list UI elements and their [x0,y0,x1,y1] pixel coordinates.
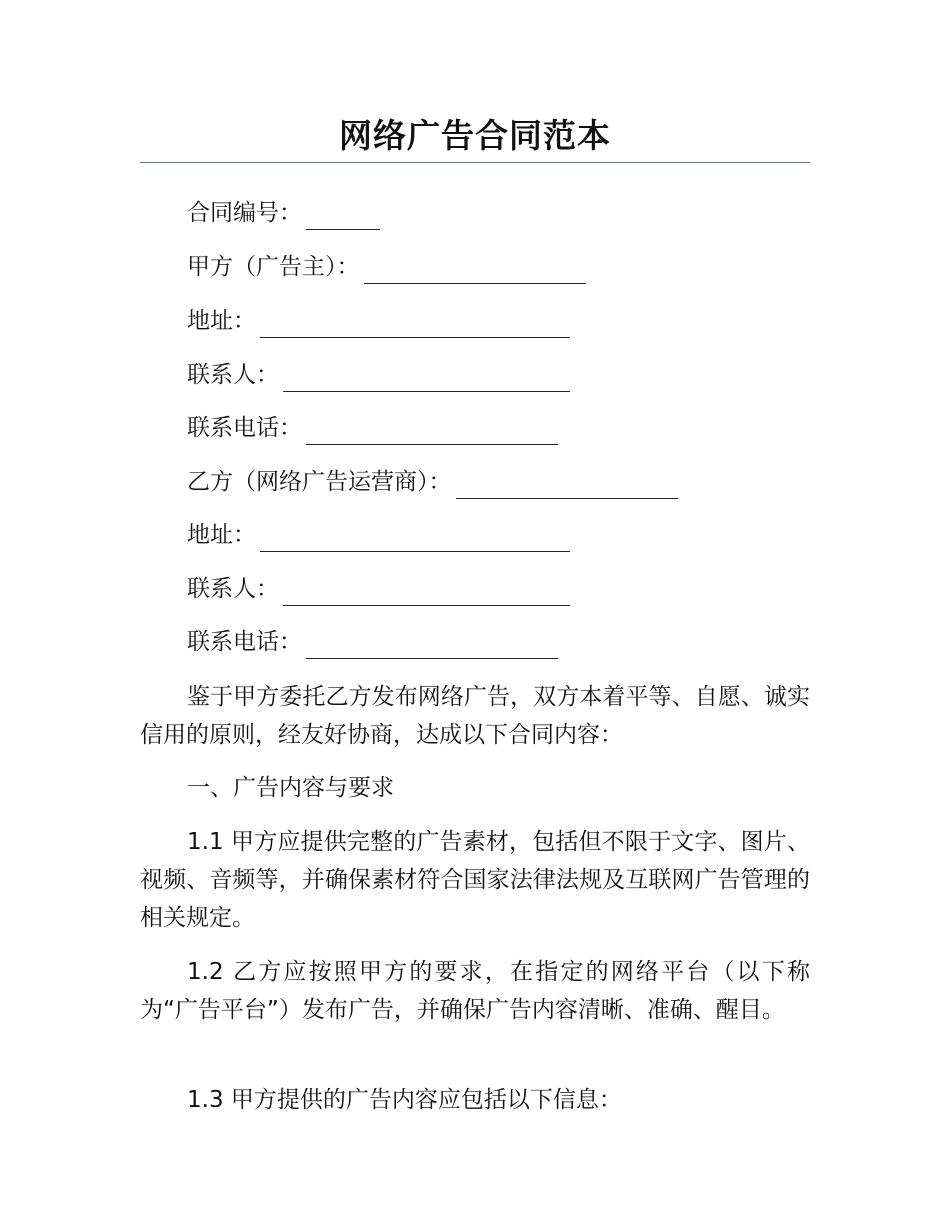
party-a-contact-field [187,358,570,392]
clause-1-3: 1.3 甲方提供的广告内容应包括以下信息： [187,1087,622,1113]
contract-number-field [187,196,380,230]
party-b-address-field [187,518,570,552]
fill-blank[interactable] [456,474,678,499]
party-a-phone-field [187,411,558,445]
fill-blank[interactable] [306,634,558,659]
party-a-address-field [187,304,570,338]
field-label: 联系电话： [187,415,302,441]
field-label: 合同编号： [187,200,302,226]
field-label: 甲方（广告主）： [187,254,360,280]
fill-blank[interactable] [260,313,570,338]
field-label: 地址： [187,522,256,548]
party-b-field [187,465,678,499]
fill-blank[interactable] [283,581,570,606]
fill-blank[interactable] [283,367,570,392]
page-title: 网络广告合同范本 [339,116,611,155]
fill-blank[interactable] [306,420,558,445]
title-divider [140,162,810,163]
field-label: 乙方（网络广告运营商）： [187,469,452,495]
section-heading: 一、广告内容与要求 [187,775,394,801]
party-a-field [187,250,586,284]
field-label: 联系人： [187,362,279,388]
party-b-contact-field [187,572,570,606]
fill-blank[interactable] [364,259,586,284]
fill-blank[interactable] [306,205,380,230]
field-label: 地址： [187,308,256,334]
field-label: 联系电话： [187,629,302,655]
fill-blank[interactable] [260,527,570,552]
clause-1-1: 1.1 甲方应提供完整的广告素材，包括但不限于文字、图片、视频、音频等，并确保素材符合国家法律法规及互联网广告管理的相关规定。 [140,829,810,931]
party-b-phone-field [187,625,558,659]
field-label: 联系人： [187,576,279,602]
clause-1-2: 1.2 乙方应按照甲方的要求，在指定的网络平台（以下称为“广告平台”）发布广告，并确保广告内容清晰、准确、醒目。 [140,959,810,1023]
preamble-paragraph: 鉴于甲方委托乙方发布网络广告，双方本着平等、自愿、诚实信用的原则，经友好协商，达成以下合同内容： [140,684,810,748]
